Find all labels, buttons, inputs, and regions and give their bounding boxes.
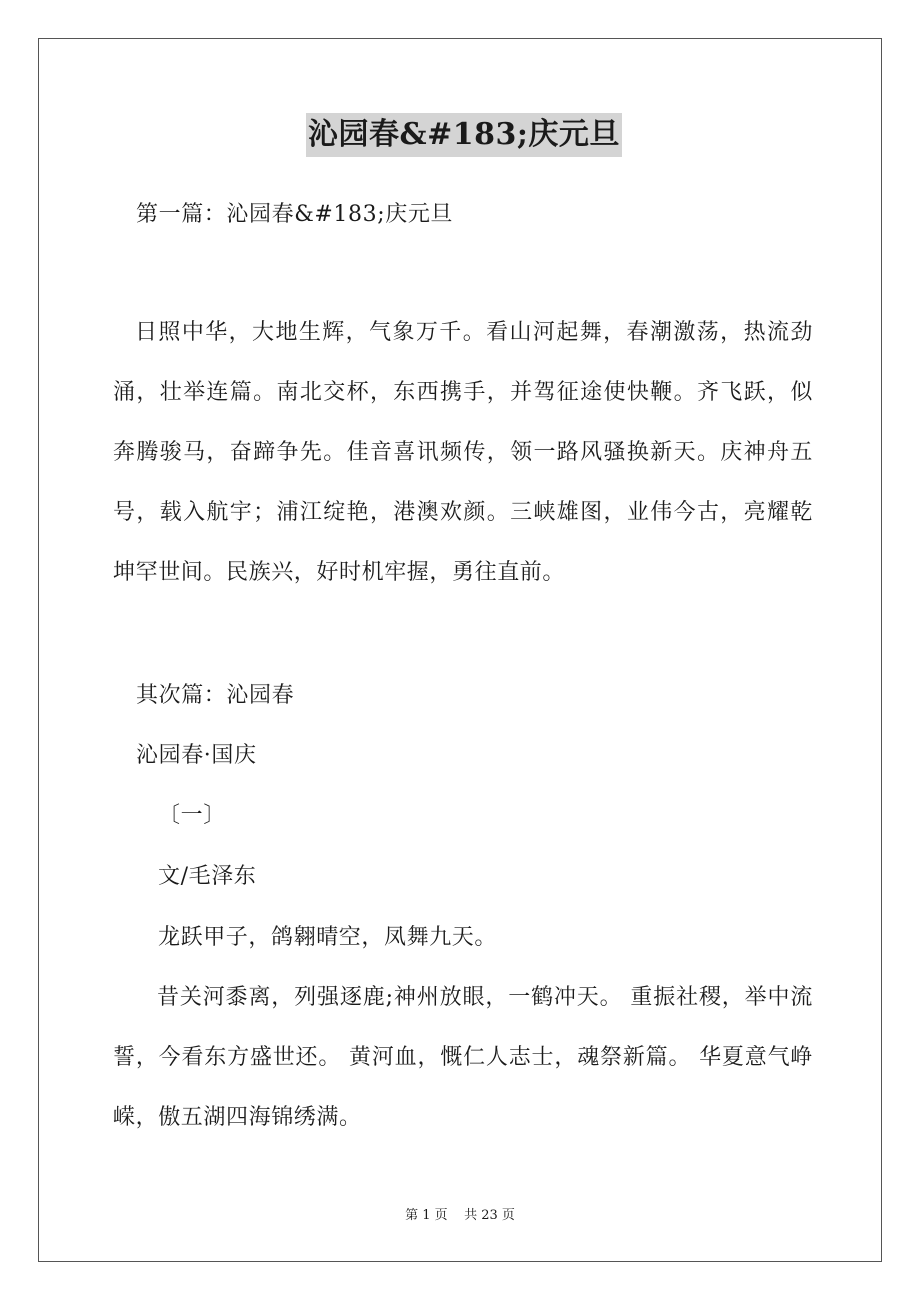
section1-paragraph: 日照中华，大地生辉，气象万千。看山河起舞，春潮激荡，热流劲涌，壮举连篇。南北交杯，东西携手，并驾征途使快鞭。齐飞跃，似奔腾骏马，奋蹄争先。佳音喜讯频传，领一路风骚换新天。庆神舟五号，载入航宇；浦江绽艳，港澳欢颜。三峡雄图，业伟今古，亮耀乾坤罕世间。民族兴，好时机牢握，勇往直前。 [113, 320, 813, 585]
page-footer: 第 1 页 共 23 页 [405, 1208, 515, 1223]
poem-line-1: 龙跃甲子，鸽翱晴空，凤舞九天。 [158, 925, 498, 950]
section1-heading: 第一篇：沁园春&#183;庆元旦 [136, 202, 454, 227]
document-title: 沁园春&#183;庆元旦 [306, 113, 622, 157]
poem-number: 〔一〕 [158, 803, 226, 828]
poem-paragraph: 昔关河黍离，列强逐鹿;神州放眼，一鹤冲天。 重振社稷，举中流誓，今看东方盛世还。 黄河血，慨仁人志士，魂祭新篇。 华夏意气峥嵘，傲五湖四海锦绣满。 [113, 985, 813, 1130]
poem-title: 沁园春·国庆 [136, 743, 257, 768]
poem-author: 文/毛泽东 [158, 864, 257, 889]
section2-heading: 其次篇：沁园春 [136, 683, 295, 708]
